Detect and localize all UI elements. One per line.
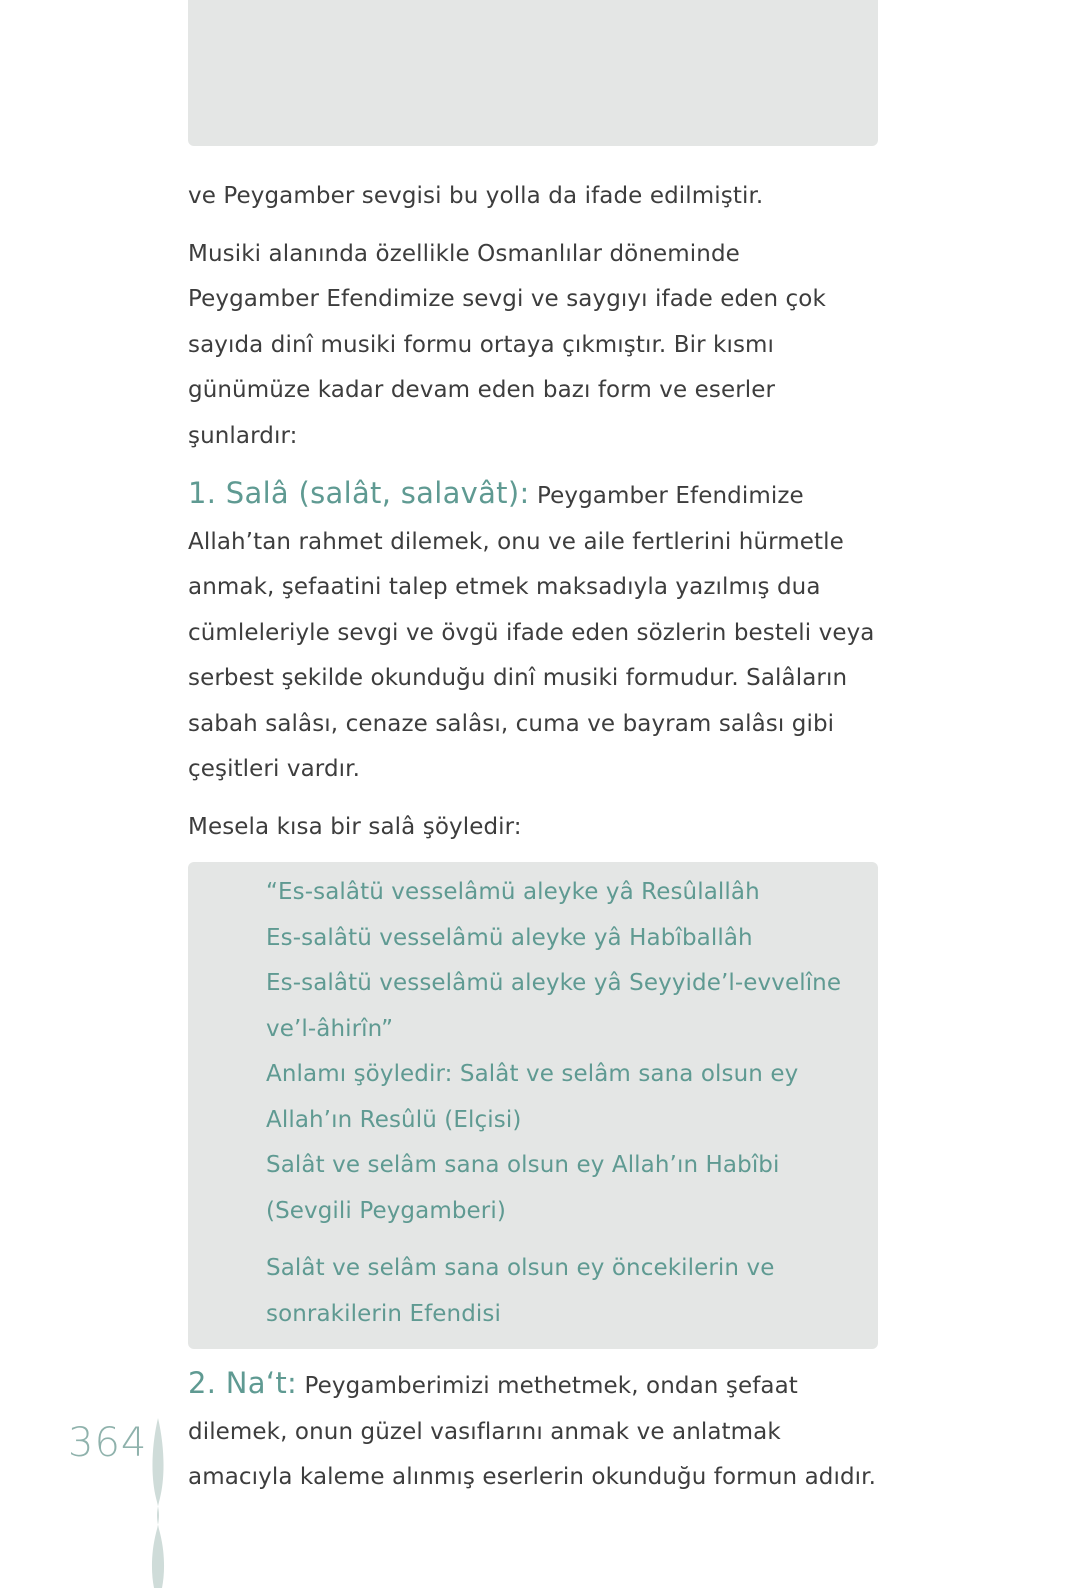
page-content — [188, 174, 878, 1501]
item-sala — [188, 471, 878, 793]
quote-line: Salât ve selâm sana olsun ey öncekilerin ve sonrakilerin Efendisi — [266, 1255, 775, 1327]
quote-line: Anlamı şöyledir: Salât ve selâm sana olsun ey Allah’ın Resûlü (Elçisi) — [266, 1061, 799, 1133]
paragraph-example-intro: Mesela kısa bir salâ şöyledir: — [188, 813, 522, 840]
item-nat-term: 2. Na‘t: — [188, 1366, 298, 1400]
page-number: 364 — [68, 1420, 148, 1466]
quote-line: Es-salâtü vesselâmü aleyke yâ Seyyide’l-evvelîne ve’l-âhirîn” — [266, 970, 842, 1042]
quote-line: Salât ve selâm sana olsun ey Allah’ın Habîbi (Sevgili Peygamberi) — [266, 1152, 780, 1224]
item-sala-term: 1. Salâ (salât, salavât): — [188, 476, 530, 510]
sala-quote-box — [188, 862, 878, 1349]
item-nat-text: Peygamberimizi methetmek, ondan şefaat dilemek, onun güzel vasıflarını anmak ve anlatmak amacıyla kaleme alınmış eserlerin okunduğu formun adıdır. — [188, 1373, 877, 1490]
item-nat — [188, 1361, 878, 1501]
top-shaded-box — [188, 0, 878, 146]
quote-line: “Es-salâtü vesselâmü aleyke yâ Resûlallâh — [266, 879, 760, 905]
item-sala-text: Peygamber Efendimize Allah’tan rahmet dilemek, onu ve aile fertlerini hürmetle anmak, şefaatini talep etmek maksadıyla yazılmış dua cümleleriyle sevgi ve övgü ifade eden sözlerin besteli veya serbest şekilde okunduğu dinî musiki formudur. Salâların sabah salâsı, cenaze salâsı, cuma ve bayram salâsı gibi çeşitleri vardır. — [188, 483, 875, 782]
page-ornament-icon — [148, 1418, 168, 1588]
quote-line: Es-salâtü vesselâmü aleyke yâ Habîballâh — [266, 924, 753, 951]
paragraph-intro: ve Peygamber sevgisi bu yolla da ifade edilmiştir. — [188, 183, 764, 209]
paragraph-musiki: Musiki alanında özellikle Osmanlılar döneminde Peygamber Efendimize sevgi ve saygıyı ifade eden çok sayıda dinî musiki formu ortaya çıkmıştır. Bir kısmı günümüze kadar devam eden bazı form ve eserler şunlardır: — [188, 240, 826, 449]
